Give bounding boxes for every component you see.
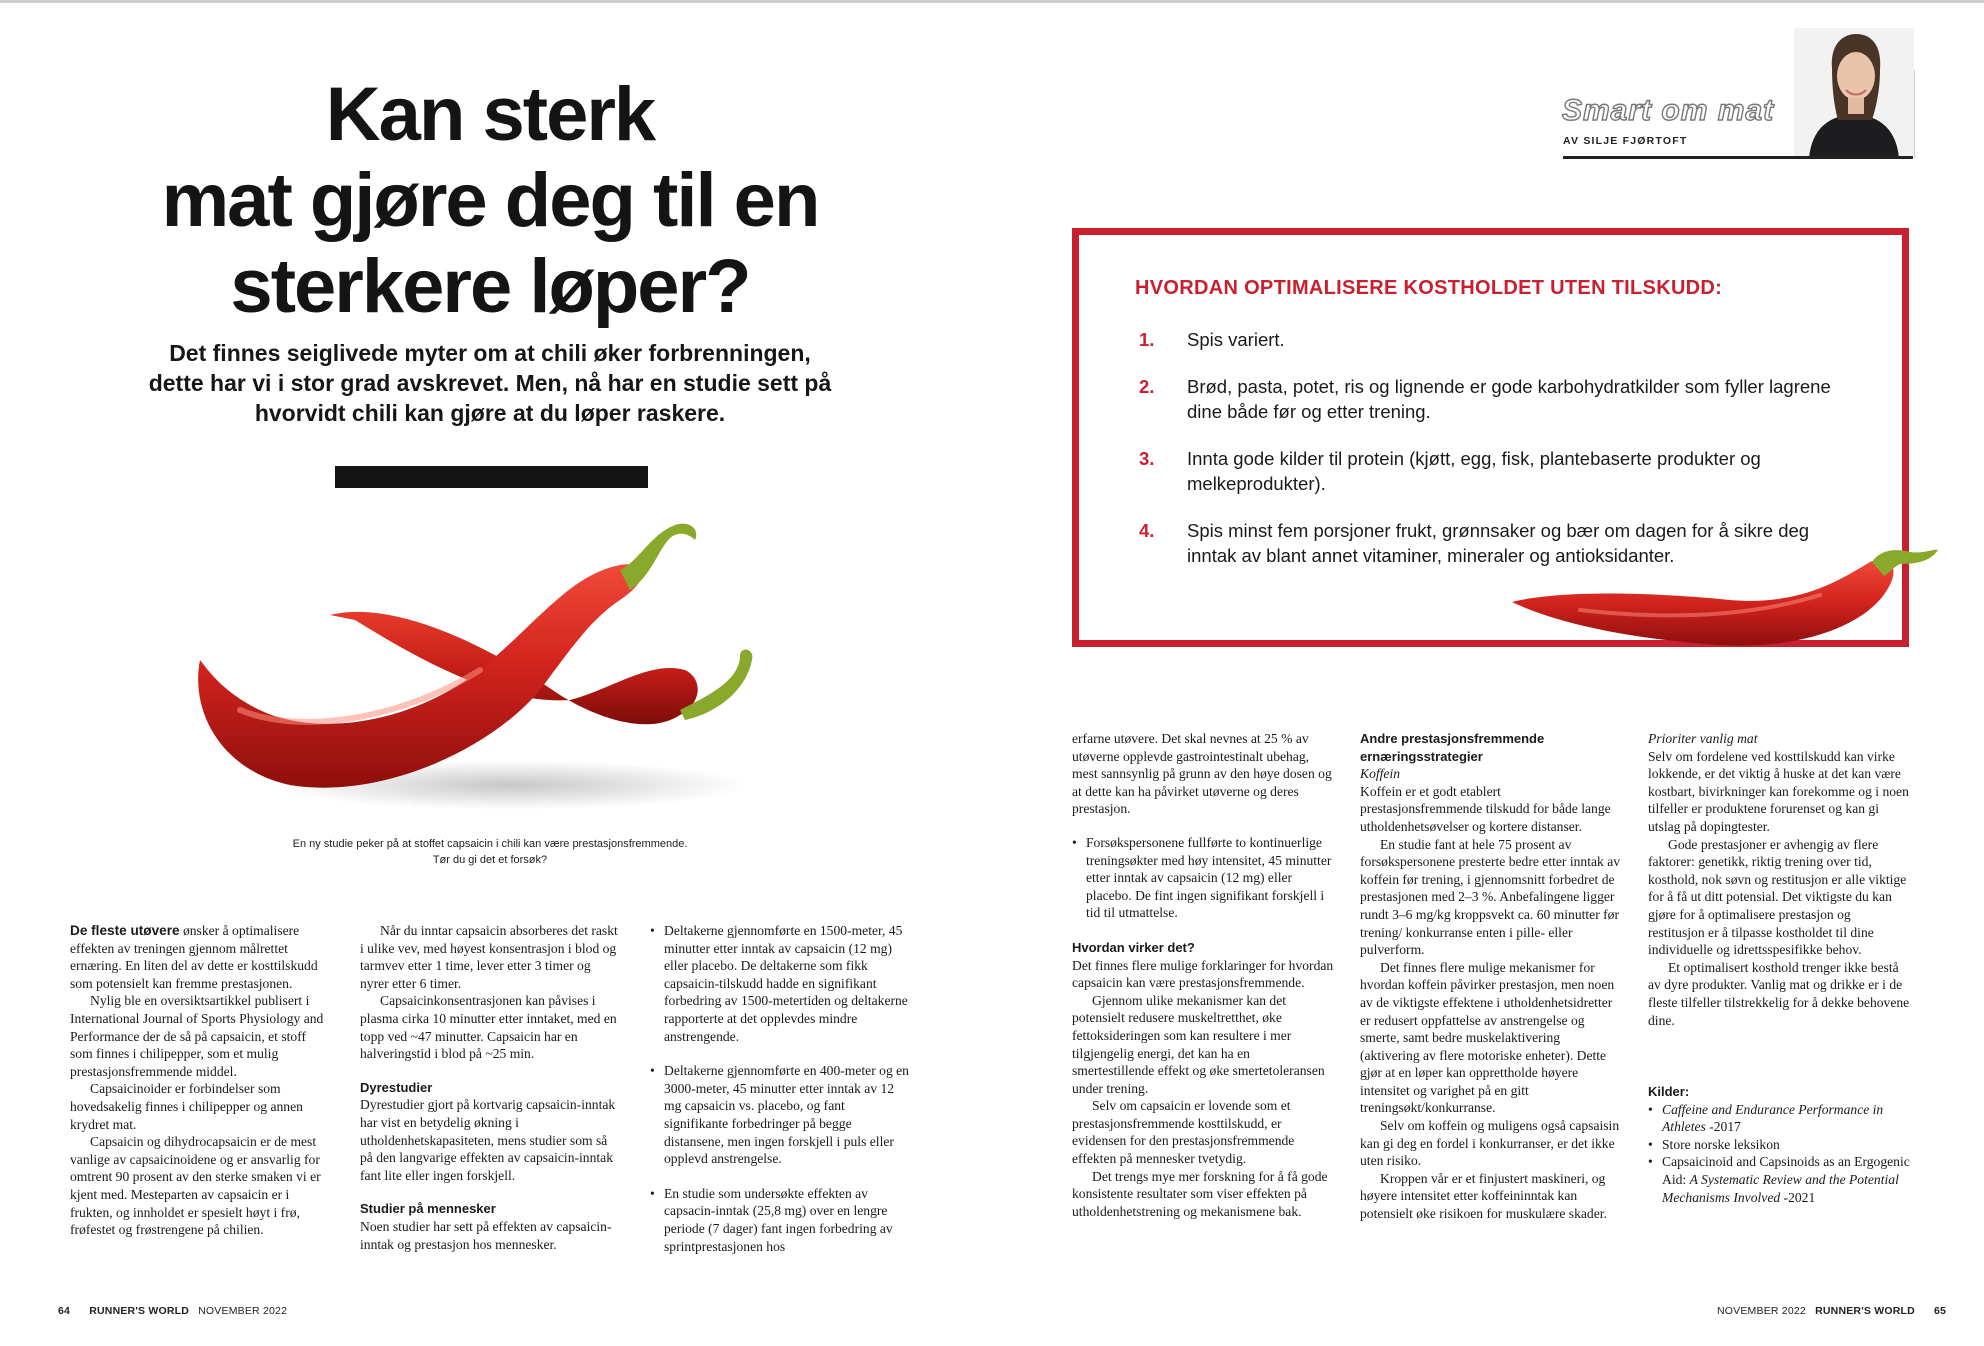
section-heading: Studier på mennesker (360, 1201, 496, 1217)
list-item: • En studie som undersøkte effekten av capsacin-inntak (25,8 mg) over en lengre periode (7 dager) fant ingen forbedring av sprintprestasjonen hos (650, 1185, 912, 1255)
subheading: Prioriter vanlig mat (1648, 731, 1758, 746)
page-number: 65 (1934, 1305, 1947, 1317)
paragraph: Det finnes flere mulige mekanismer for hvordan koffein påvirker prestasjon, men noen av de viktigste effektene i utholdenhetsidretter er redusert oppfattelse av anstrengelse og smerte, samt bedre muskelaktivering (aktivering av flere motoriske enheter). Dette gjør at en løper kan opprettholde høyere intensitet og varighet på en gitt treningsøkt/konkurranse. (1360, 959, 1615, 1116)
tip-text: Innta gode kilder til protein (kjøtt, egg, fisk, plantebaserte produkter og melkeprodukter). (1187, 448, 1761, 494)
tip-text: Spis minst fem porsjoner frukt, grønnsaker og bær om dagen for å sikre deg inntak av blant annet vitaminer, mineraler og antioksidanter. (1187, 520, 1810, 566)
paragraph: Nylig ble en oversiktsartikkel publisert i International Journal of Sports Physiology and Performance der de så på capsaicin, et stoff som finnes i chilipepper, som et mulig prestasjonsfremmende middel. (70, 993, 324, 1079)
chili-peppers-image (180, 520, 820, 820)
magazine-name: RUNNER'S WORLD (1815, 1305, 1915, 1317)
paragraph: Capsaicinkonsentrasjonen kan påvises i plasma cirka 10 minutter etter inntaket, med en topp ved ~47 minutter. Capsaicin har en halveringstid i blod på ~25 min. (360, 993, 617, 1062)
footer-left (58, 1305, 287, 1317)
list-item: • Deltakerne gjennomførte en 400-meter og en 3000-meter, 45 minutter etter inntak av 12 mg capsaicin vs. placebo, og fant signifikante forbedringer på begge distansene, men ingen forskjell i puls eller opplevd anstrengelse. (650, 1062, 912, 1168)
paragraph: erfarne utøvere. Det skal nevnes at 25 % av utøverne opplevde gastrointestinalt ubehag, mest sannsynlig på grunn av den høye dosen og at dette kan ha påvirket utøverne og deres prestasjon. (1072, 731, 1332, 817)
lead-in: De fleste utøvere (70, 923, 180, 938)
paragraph: Et optimalisert kosthold trenger ikke bestå av dyre produkter. Vanlig mat og drikke er i de fleste tilfeller tilstrekkelig for å dekke behovene dine. (1648, 959, 1910, 1028)
paragraph: Selv om koffein og muligens også capsaisin kan gi deg en fordel i konkurranser, er det ikke uten risiko. (1360, 1118, 1620, 1169)
paragraph: Selv om fordelene ved kosttilskudd kan virke lokkende, er det viktig å huske at det kan være kostbart, bivirkninger kan forekomme og i noen tilfeller er produktene forurenset og kan gi utslag på dopingtester. (1648, 748, 1909, 834)
issue-date: NOVEMBER 2022 (198, 1305, 288, 1317)
byline: AV SILJE FJØRTOFT (1563, 135, 1688, 147)
source-item: • Capsaicinoid and Capsinoids as an Ergogenic Aid: A Systematic Review and the Potential Mechanisms Involved -2021 (1648, 1153, 1910, 1206)
front-chili-body (198, 564, 642, 787)
subheading: Koffein (1360, 766, 1401, 782)
column-brand-logo: Smart om mat (1562, 94, 1775, 127)
list-item: • Forsøkspersonene fullførte to kontinuerlige treningsøkter med høy intensitet, 45 minutter etter inntak av capsaicin (12 mg) eller placebo. De fint ingen signifikant forskjell i tid til utmattelse. (1072, 834, 1334, 922)
caption-line-2: Tør du gi det et forsøk? (432, 854, 548, 866)
section-heading: Hvordan virker det? (1072, 939, 1195, 955)
magazine-name: RUNNER'S WORLD (89, 1305, 190, 1317)
article-column-4 (1072, 730, 1334, 1220)
article-column-5 (1360, 730, 1622, 1223)
source-item: • Caffeine and Endurance Performance in Athletes -2017 (1648, 1101, 1910, 1136)
paragraph: Det trengs mye mer forskning for å få gode konsistente resultater som viser effekten på utholdenhetstrening og mekanismene bak. (1072, 1168, 1328, 1219)
section-heading: Andre prestasjonsfremmende ernæringsstrategier (1360, 731, 1545, 764)
caption-line-1: En ny studie peker på at stoffet capsaicin i chili kan være prestasjonsfremmende. (292, 838, 688, 850)
paragraph: Kroppen vår er et finjustert maskineri, og høyere intensitet etter koffeininntak kan potensielt øke risikoen for muskulære skader. (1360, 1170, 1607, 1222)
paragraph: Gode prestasjoner er avhengig av flere faktorer: genetikk, riktig trening over tid, kosthold, nok søvn og restitusjon er alle viktige for å få ut ditt potensial. Det viktigste du kan gjøre for å optimalisere prestasjon og restitusjon er å tilpasse kostholdet til dine individuelle og idrettsspesifikke behov. (1648, 836, 1907, 958)
paragraph: Noen studier har sett på effekten av capsaicin-inntak og prestasjon hos mennesker. (360, 1218, 612, 1252)
tip-text: Brød, pasta, potet, ris og lignende er gode karbohydratkilder som fyller lagrene dine både før og etter trening. (1187, 376, 1831, 422)
tip-number: 2. (1139, 376, 1155, 397)
article-column-6 (1648, 730, 1910, 1206)
article-lead: Det finnes seiglivede myter om at chili øker forbrenningen, dette har vi i stor grad avskrevet. Men, nå har en studie sett på hvorvidt chili kan gjøre at du løper raskere. (148, 340, 832, 426)
byline-rule (1563, 156, 1913, 159)
page-top-rule (0, 0, 1984, 3)
sources-list (1648, 1101, 1910, 1207)
paragraph: Capsaicinoider er forbindelser som hovedsakelig finnes i chilipepper og annen krydret mat. (70, 1081, 303, 1132)
image-caption (260, 836, 720, 868)
headline-line-1: Kan sterk (325, 72, 655, 157)
decorative-bar (335, 466, 648, 488)
source-item: • Store norske leksikon (1648, 1136, 1910, 1154)
article-column-3 (650, 922, 912, 1272)
paragraph: En studie fant at hele 75 prosent av forsøkspersonene presterte bedre etter inntak av koffein før trening, i gjennomsnitt forbedret de prestasjonen med 2–3 %. Anbefalingene ligger rundt 3–6 mg/kg kroppsvekt ca. 60 minutter før trening/ konkurranse enten i pille- eller pulverform. (1360, 836, 1621, 958)
paragraph: Når du inntar capsaicin absorberes det raskt i ulike vev, med høyest konsentrasjon i blod og tarmvev etter 1 time, lever etter 3 timer og nyrer etter 6 timer. (360, 923, 618, 991)
paragraph: Gjennom ulike mekanismer kan det potensielt redusere muskeltretthet, øke fettoksideringen som kan resultere i mer tilgjengelig energi, det kan ha en smertestillende effekt og øke smertetoleransen under trening. (1072, 992, 1325, 1096)
article-headline (100, 72, 880, 330)
tip-item (1139, 374, 1859, 424)
paragraph: Selv om capsaicin er lovende som et prestasjonsfremmende kosttilskudd, er evidensen for den prestasjonsfremmende effekten på mennesker tvetydig. (1072, 1098, 1295, 1167)
headline-line-2: mat gjøre deg til en (161, 158, 819, 243)
tip-box-title: HVORDAN OPTIMALISERE KOSTHOLDET UTEN TILSKUDD: (1135, 277, 1723, 299)
tip-number: 4. (1139, 520, 1155, 541)
section-heading: Dyrestudier (360, 1079, 433, 1095)
page-number: 64 (58, 1305, 71, 1317)
issue-date: NOVEMBER 2022 (1717, 1305, 1806, 1317)
footer-right (1717, 1305, 1946, 1317)
small-chili-stem (1872, 550, 1938, 576)
paragraph: Det finnes flere mulige forklaringer for hvordan capsaicin kan være prestasjonsfremmende. (1072, 957, 1334, 991)
article-column-2 (360, 922, 622, 1253)
front-chili-stem (620, 524, 696, 590)
headline-line-3: sterkere løper? (230, 244, 750, 329)
paragraph: Dyrestudier gjort på kortvarig capsaicin-inntak har vist en betydelig økning i utholdenhetskapasiteten, mens studier som så på den langvarige effekten av capsaicin-inntak fant lite eller ingen forskjell. (360, 1097, 616, 1183)
author-portrait (1794, 28, 1914, 158)
small-chili-body (1512, 559, 1893, 645)
study-list (650, 922, 912, 1255)
list-item: • Deltakerne gjennomførte en 1500-meter, 45 minutter etter inntak av capsaicin (12 mg) eller placebo. De deltakerne som fikk capsaicin-tilskudd hadde en signifikant forbedring av 1500-metertiden og deltakerne rapporterte at det opplevdes mindre anstrengende. (650, 922, 912, 1045)
tip-number: 1. (1139, 329, 1155, 350)
tip-number: 3. (1139, 448, 1155, 469)
tip-item (1139, 446, 1859, 496)
tip-item (1139, 327, 1859, 352)
chili-pepper-small-image (1500, 540, 1940, 660)
tip-text: Spis variert. (1187, 329, 1285, 350)
sources-heading: Kilder: (1648, 1084, 1690, 1100)
paragraph: De fleste utøvere ønsker å optimalisere effekten av treningen gjennom målrettet ernæring. En liten del av dette er kosttilskudd som potensielt kan fremme prestasjonen. (70, 923, 318, 991)
paragraph: Koffein er et godt etablert prestasjonsfremmende tilskudd for både lange utholdenhetsøvelser og kortere distanser. (1360, 783, 1611, 834)
article-column-1 (70, 922, 332, 1239)
study-list (1072, 834, 1334, 922)
paragraph: Capsaicin og dihydrocapsaicin er de mest vanlige av capsaicinoidene og er ansvarlig for omtrent 90 prosent av den sterke smaken vi er kjent med. Mesteparten av capsaicin er i frukten, og innholdet er spesielt høyt i frø, frøfestet og frøstrengene på chilien. (70, 1134, 321, 1238)
